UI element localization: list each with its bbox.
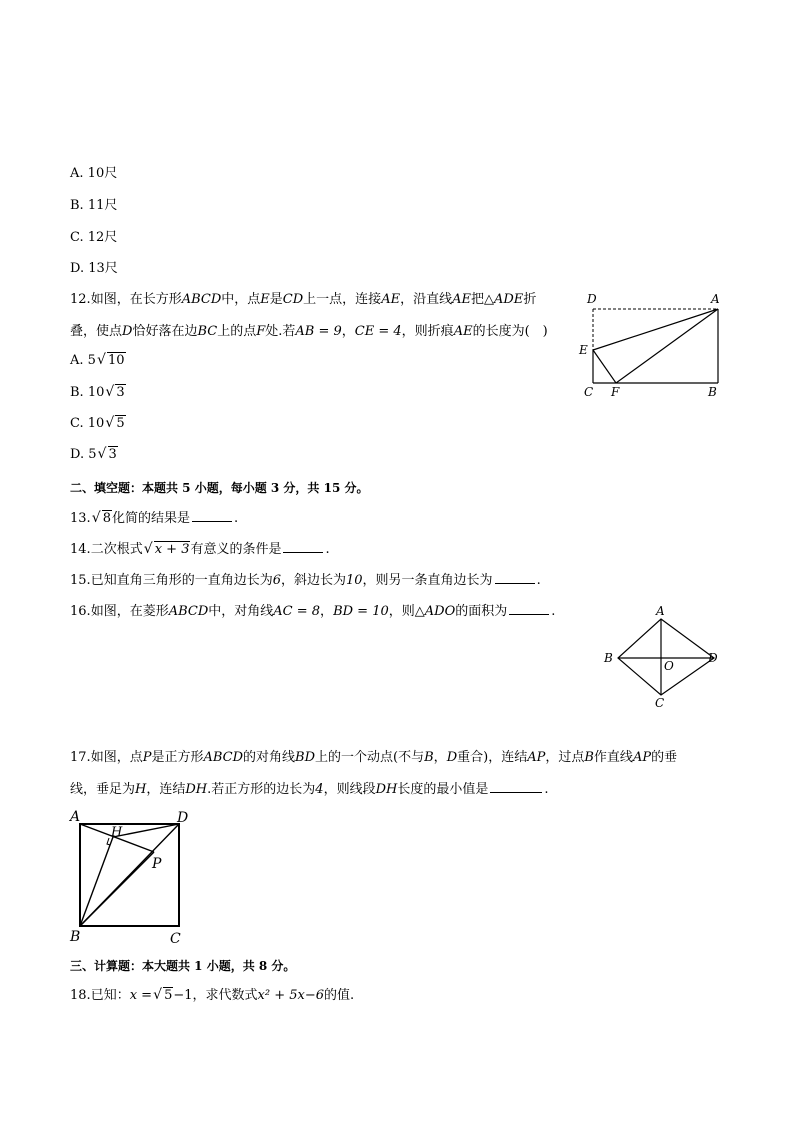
question-number: 12. <box>70 292 91 307</box>
radical <box>98 352 126 370</box>
radical <box>99 446 118 464</box>
text: 重合)，连结 <box>457 750 528 765</box>
line-bh <box>80 837 113 926</box>
math: 10 <box>346 573 363 588</box>
label-b: B <box>604 651 613 665</box>
text: 的垂 <box>651 750 678 765</box>
math: CD <box>282 292 304 307</box>
q11-option-a <box>70 165 117 183</box>
math: E <box>260 292 270 307</box>
radical <box>154 987 173 1005</box>
text: 已知直角三角形的一直角边长为 <box>90 573 273 588</box>
text: 的面积为 <box>455 604 508 619</box>
text: 处.若 <box>265 324 296 339</box>
math: AP <box>632 750 652 765</box>
text: ，斜边长为 <box>280 573 346 588</box>
label-a: A <box>656 604 665 618</box>
option-coef: 5 <box>87 353 96 368</box>
text: . <box>325 542 330 557</box>
math: BD <box>295 750 316 765</box>
right-angle-mark <box>107 838 110 845</box>
option-coef: 5 <box>88 447 97 462</box>
math: x = <box>129 988 153 1003</box>
text: 的值. <box>324 988 355 1003</box>
math: H <box>135 782 147 797</box>
math: DH <box>185 782 208 797</box>
option-coef: 10 <box>87 385 105 400</box>
math: B <box>424 750 434 765</box>
text: .若正方形的边长为 <box>207 782 316 797</box>
q12-option-d <box>70 446 118 464</box>
text: 中，点 <box>221 292 261 307</box>
math: 4 <box>315 782 324 797</box>
q12-option-a <box>70 352 126 370</box>
label-c: C <box>584 385 594 399</box>
math: BD = 10 <box>333 604 389 619</box>
fold-ae <box>593 309 718 350</box>
option-letter: A. <box>70 166 84 181</box>
q11-option-b <box>70 197 117 215</box>
question-number: 17. <box>70 750 91 765</box>
radicand: 3 <box>108 447 117 462</box>
math: CE = 4 <box>354 324 402 339</box>
label-d: D <box>587 292 597 306</box>
text: 如图，点 <box>90 750 143 765</box>
option-text: 13尺 <box>88 261 118 276</box>
math: △ADO <box>414 604 456 619</box>
math: ABCD <box>203 750 244 765</box>
question-number: 15. <box>70 573 91 588</box>
radical <box>106 415 125 433</box>
text: 上的点 <box>217 324 257 339</box>
option-letter: C. <box>70 416 84 431</box>
text: ，过点 <box>545 750 585 765</box>
option-letter: B. <box>70 198 84 213</box>
math: P <box>142 750 152 765</box>
label-c: C <box>170 931 181 947</box>
math: ABCD <box>168 604 209 619</box>
text: 的长度为( ) <box>472 324 548 339</box>
text: 二次根式 <box>90 542 143 557</box>
rhombus <box>618 619 714 695</box>
radicand: x + 3 <box>154 542 190 557</box>
text: 上的一个动点(不与 <box>315 750 425 765</box>
text: . <box>536 573 541 588</box>
q15 <box>70 571 541 590</box>
q17-line-1 <box>70 749 677 767</box>
text: 叠，使点 <box>70 324 123 339</box>
q17-figure <box>66 807 198 947</box>
math: AB = 9 <box>295 324 342 339</box>
q11-option-c <box>70 229 117 247</box>
q16 <box>70 602 555 621</box>
question-number: 14. <box>70 542 91 557</box>
radical <box>93 510 112 528</box>
text: ， <box>433 750 447 765</box>
text: ，则 <box>388 604 415 619</box>
label-a: A <box>711 292 720 306</box>
q12-line-2 <box>70 323 548 341</box>
text: 折 <box>523 292 537 307</box>
q12-figure <box>578 290 728 402</box>
radicand: 3 <box>116 385 125 400</box>
q14 <box>70 540 330 559</box>
section-3-heading: 三、计算题：本大题共 1 小题，共 8 分。 <box>70 959 296 973</box>
q13 <box>70 509 238 528</box>
radical <box>145 541 191 559</box>
math: ABCD <box>181 292 222 307</box>
math: AE <box>381 292 401 307</box>
text: ，则另一条直角边长为 <box>362 573 493 588</box>
text: 如图，在长方形 <box>90 292 182 307</box>
label-e: E <box>579 343 588 357</box>
text: 是正方形 <box>151 750 204 765</box>
option-letter: D. <box>70 447 85 462</box>
label-d: D <box>708 651 718 665</box>
label-a: A <box>70 809 81 825</box>
option-letter: D. <box>70 261 85 276</box>
q16-figure <box>598 603 728 711</box>
label-f: F <box>611 385 620 399</box>
option-coef: 10 <box>87 416 105 431</box>
option-letter: B. <box>70 385 84 400</box>
label-d: D <box>177 810 189 826</box>
text: 化简的结果是 <box>111 511 190 526</box>
math: D <box>122 324 133 339</box>
option-text: 11尺 <box>87 198 118 213</box>
fold-af <box>616 309 718 383</box>
text: ，连结 <box>146 782 186 797</box>
option-text: 12尺 <box>87 230 118 245</box>
math: 6 <box>272 573 281 588</box>
text: 作直线 <box>593 750 633 765</box>
math: D <box>446 750 458 765</box>
line-bp <box>80 852 154 926</box>
option-letter: A. <box>70 353 84 368</box>
question-number: 18. <box>70 988 91 1003</box>
text: 已知： <box>90 988 130 1003</box>
radical <box>106 384 125 402</box>
text: ，求代数式 <box>192 988 258 1003</box>
math: x² + 5x−6 <box>257 988 324 1003</box>
option-letter: C. <box>70 230 84 245</box>
text: 中，对角线 <box>208 604 274 619</box>
section-2-heading: 二、填空题：本题共 5 小题，每小题 3 分，共 15 分。 <box>70 481 369 495</box>
q11-option-d <box>70 260 118 278</box>
fold-ef <box>593 350 616 383</box>
math: F <box>256 324 266 339</box>
label-b: B <box>708 385 717 399</box>
label-o: O <box>664 659 674 673</box>
text: 长度的最小值是 <box>397 782 489 797</box>
radicand: 5 <box>116 416 125 431</box>
text: . <box>233 511 239 526</box>
question-number: 13. <box>70 511 91 526</box>
math: B <box>584 750 594 765</box>
math: AP <box>527 750 546 765</box>
math: AE <box>453 324 473 339</box>
text: 线，垂足为 <box>70 782 136 797</box>
text: . <box>544 782 549 797</box>
option-text: 10尺 <box>87 166 118 181</box>
text: 上一点，连接 <box>303 292 382 307</box>
text: ， <box>320 604 334 619</box>
answer-blank[interactable] <box>283 540 323 553</box>
radicand: 5 <box>164 988 173 1003</box>
text: ， <box>341 324 355 339</box>
text: 如图，在菱形 <box>90 604 169 619</box>
math: DH <box>375 782 398 797</box>
math: −1 <box>173 988 193 1003</box>
q12-option-c <box>70 415 126 433</box>
math: AE <box>452 292 471 307</box>
math: BC <box>197 324 218 339</box>
q18 <box>70 987 354 1005</box>
label-b: B <box>70 929 81 945</box>
label-c: C <box>655 696 665 710</box>
label-p: P <box>152 856 162 872</box>
q12-option-b <box>70 384 126 402</box>
radicand: 8 <box>102 511 111 526</box>
answer-blank[interactable] <box>192 509 232 522</box>
q12-line-1 <box>70 291 536 309</box>
text: 把 <box>470 292 484 307</box>
q17-line-2 <box>70 780 549 799</box>
label-h: H <box>111 825 123 840</box>
answer-blank[interactable] <box>495 571 535 584</box>
text: 的对角线 <box>243 750 296 765</box>
math: AC = 8 <box>273 604 321 619</box>
text: 恰好落在边 <box>132 324 198 339</box>
answer-blank[interactable] <box>490 780 542 793</box>
text: ，则折痕 <box>401 324 454 339</box>
text: ，则线段 <box>323 782 376 797</box>
text: 有意义的条件是 <box>190 542 282 557</box>
math: △ADE <box>484 292 524 307</box>
answer-blank[interactable] <box>509 602 549 615</box>
text: 是 <box>269 292 283 307</box>
radicand: 10 <box>107 353 125 368</box>
question-number: 16. <box>70 604 91 619</box>
text: ，沿直线 <box>400 292 453 307</box>
text: . <box>551 604 556 619</box>
